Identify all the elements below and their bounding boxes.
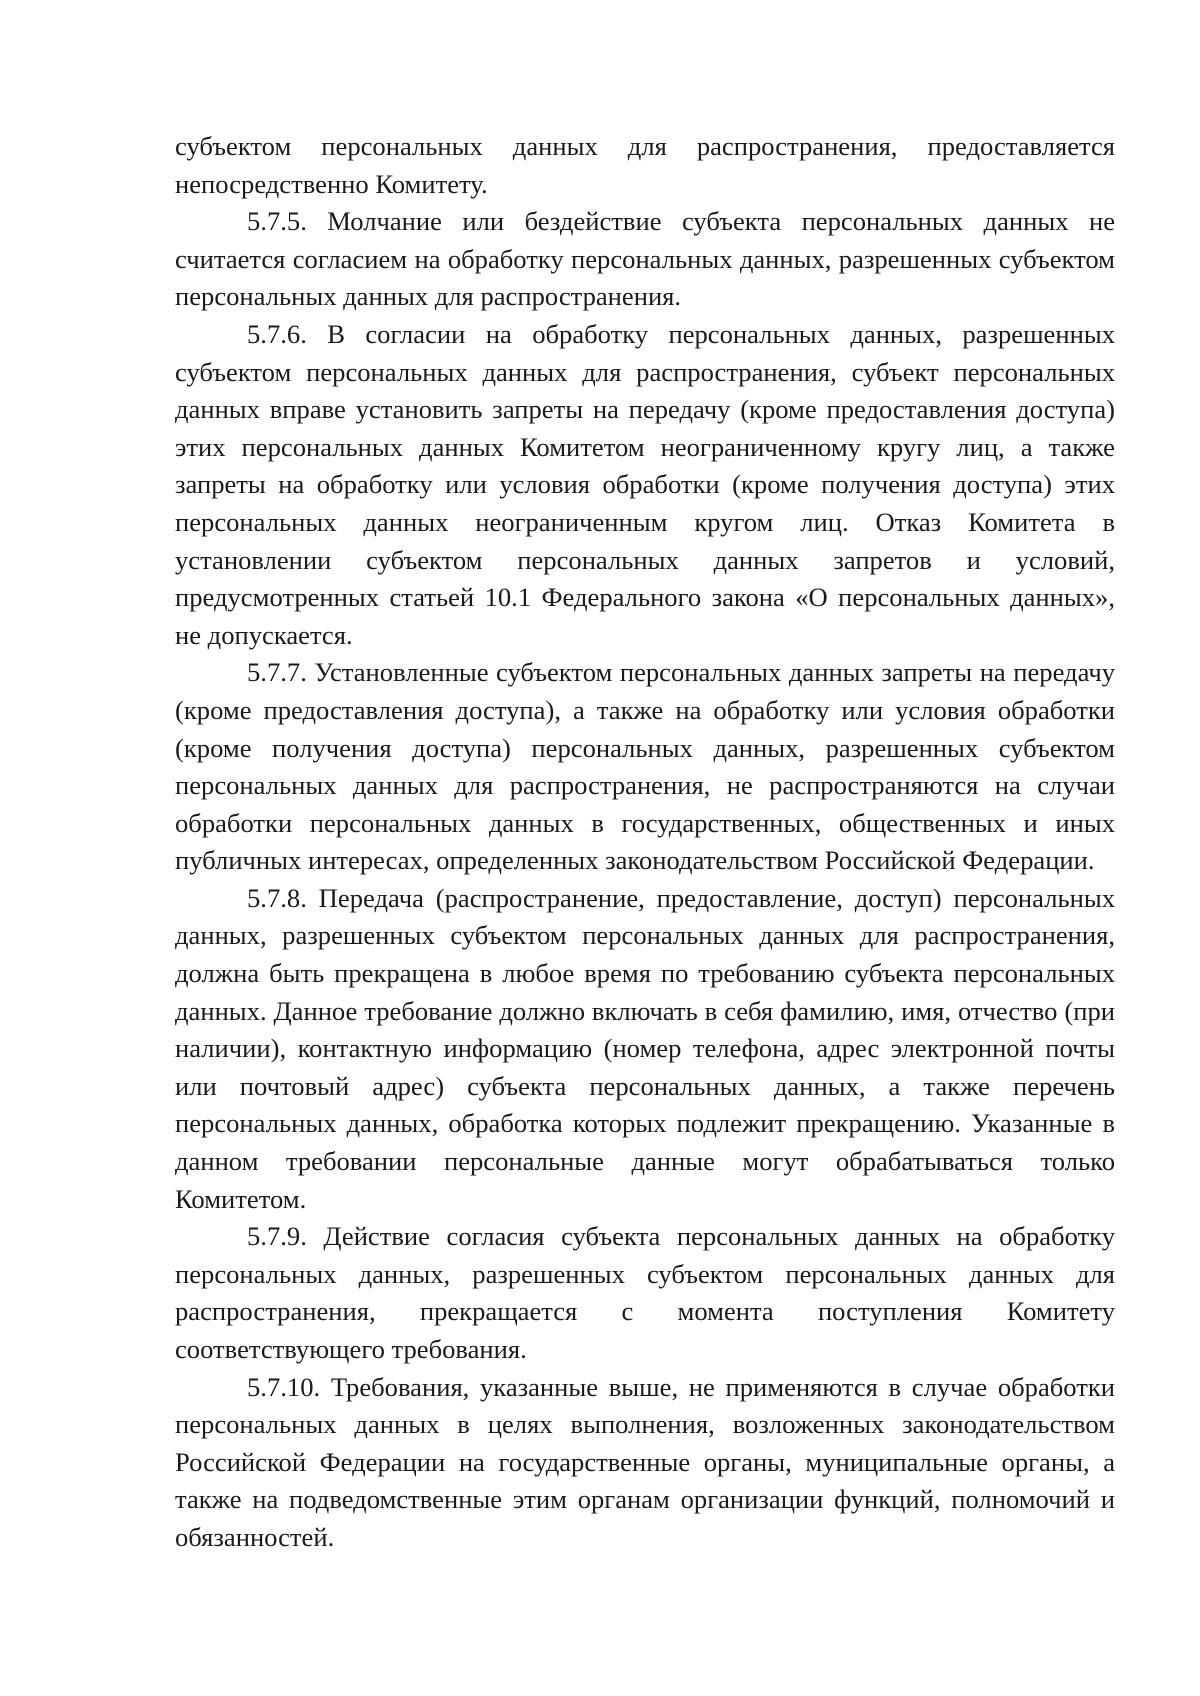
paragraph-5-7-6: 5.7.6. В согласии на обработку персональных данных, разрешенных субъектом персональных данных для распространения, субъект персональных данных вправе установить запреты на передачу (кроме предоставления доступа) этих персональных данных Комитетом неограниченному кругу лиц, а также запреты на обработку или условия обработки (кроме получения доступа) этих персональных данных неограниченным кругом лиц. Отказ Комитета в установлении субъектом персональных данных запретов и условий, предусмотренных статьей 10.1 Федерального закона «О персональных данных», не допускается. [175, 318, 1115, 650]
paragraph-5-7-5: 5.7.5. Молчание или бездействие субъекта персональных данных не считается согласием на обработку персональных данных, разрешенных субъектом персональных данных для распространения. [175, 206, 1115, 312]
paragraph-5-7-7: 5.7.7. Установленные субъектом персональных данных запреты на передачу (кроме предоставления доступа), а также на обработку или условия обработки (кроме получения доступа) персональных данных, разрешенных субъектом персональных данных для распространения, не распространяются на случаи обработки персональных данных в государственных, общественных и иных публичных интересах, определенных законодательством Российской Федерации. [175, 657, 1115, 876]
paragraph-5-7-10: 5.7.10. Требования, указанные выше, не применяются в случае обработки персональных данных в целях выполнения, возложенных законодательством Российской Федерации на государственные органы, муниципальные органы, а также на подведомственные этим органам организации функций, полномочий и обязанностей. [175, 1371, 1115, 1552]
document-body [175, 128, 1115, 1557]
paragraph-5-7-8: 5.7.8. Передача (распространение, предоставление, доступ) персональных данных, разрешенных субъектом персональных данных для распространения, должна быть прекращена в любое время по требованию субъекта персональных данных. Данное требование должно включать в себя фамилию, имя, отчество (при наличии), контактную информацию (номер телефона, адрес электронной почты или почтовый адрес) субъекта персональных данных, а также перечень персональных данных, обработка которых подлежит прекращению. Указанные в данном требовании персональные данные могут обрабатываться только Комитетом. [175, 882, 1115, 1214]
paragraph-5-7-9: 5.7.9. Действие согласия субъекта персональных данных на обработку персональных данных, разрешенных субъектом персональных данных для распространения, прекращается с момента поступления Комитету соответствующего требования. [175, 1221, 1115, 1364]
paragraph-continuation: субъектом персональных данных для распространения, предоставляется непосредственно Комитету. [175, 131, 1115, 199]
